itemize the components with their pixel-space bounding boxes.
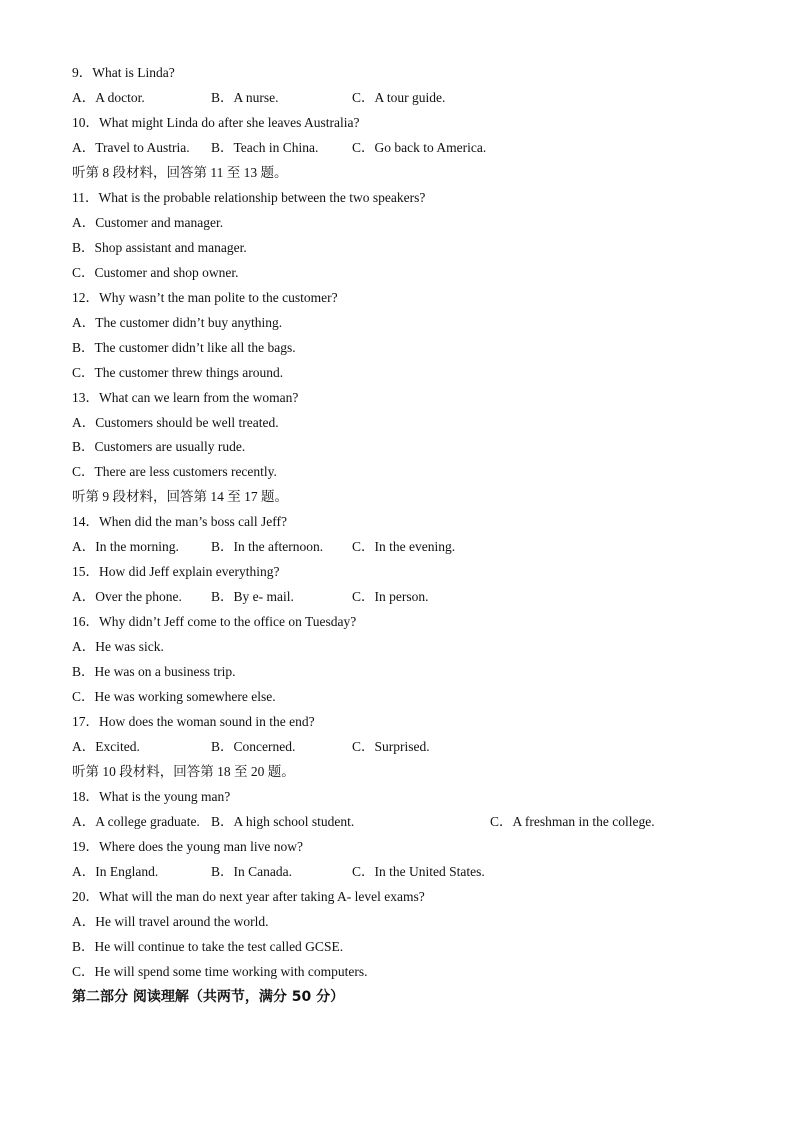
question-11-stem: 11．What is the probable relationship between the two speakers? — [72, 190, 426, 205]
option-b: B．A high school student. — [211, 814, 355, 829]
question-20-stem: 20．What will the man do next year after taking A- level exams? — [72, 889, 425, 904]
option-c: C．In person. — [352, 589, 429, 604]
question-12-option-c: C．The customer threw things around. — [72, 365, 284, 380]
question-18-stem: 18．What is the young man? — [72, 789, 231, 804]
section-8-instruction: 听第 8 段材料，回答第 11 至 13 题。 — [72, 165, 288, 180]
question-16-option-a: A．He was sick. — [72, 639, 164, 654]
question-16-option-c: C．He was working somewhere else. — [72, 689, 276, 704]
part-2-heading: 第二部分 阅读理解（共两节，满分 50 分） — [72, 989, 345, 1005]
option-c: C．Go back to America. — [352, 140, 487, 155]
question-20-option-b: B．He will continue to take the test called GCSE. — [72, 939, 344, 954]
question-20-option-a: A．He will travel around the world. — [72, 914, 269, 929]
question-16-option-b: B．He was on a business trip. — [72, 664, 236, 679]
question-13-stem: 13．What can we learn from the woman? — [72, 390, 299, 405]
option-b: B．In the afternoon. — [211, 539, 324, 554]
option-c: C．In the United States. — [352, 864, 485, 879]
option-c: C．A freshman in the college. — [490, 814, 655, 829]
option-b: B．By e- mail. — [211, 589, 294, 604]
question-11-option-a: A．Customer and manager. — [72, 215, 224, 230]
question-14-stem: 14．When did the man’s boss call Jeff? — [72, 514, 287, 529]
question-16-stem: 16．Why didn’t Jeff come to the office on Tuesday? — [72, 614, 357, 629]
question-19-stem: 19．Where does the young man live now? — [72, 839, 303, 854]
question-17-stem: 17．How does the woman sound in the end? — [72, 714, 315, 729]
question-10-stem: 10．What might Linda do after she leaves Australia? — [72, 115, 360, 130]
question-20-option-c: C．He will spend some time working with computers. — [72, 964, 368, 979]
question-13-option-b: B．Customers are usually rude. — [72, 439, 246, 454]
question-11-option-b: B．Shop assistant and manager. — [72, 240, 247, 255]
option-c: C．A tour guide. — [352, 90, 446, 105]
option-c: C．Surprised. — [352, 739, 430, 754]
question-15-stem: 15．How did Jeff explain everything? — [72, 564, 280, 579]
option-a: A．Excited. — [72, 739, 140, 754]
question-12-option-a: A．The customer didn’t buy anything. — [72, 315, 283, 330]
option-a: A．Travel to Austria. — [72, 140, 190, 155]
option-a: A．Over the phone. — [72, 589, 182, 604]
option-a: A．A doctor. — [72, 90, 145, 105]
question-12-stem: 12．Why wasn’t the man polite to the customer? — [72, 290, 338, 305]
option-b: B．Teach in China. — [211, 140, 319, 155]
section-9-instruction: 听第 9 段材料，回答第 14 至 17 题。 — [72, 489, 288, 504]
question-11-option-c: C．Customer and shop owner. — [72, 265, 239, 280]
option-a: A．In England. — [72, 864, 159, 879]
question-13-option-a: A．Customers should be well treated. — [72, 415, 279, 430]
option-a: A．In the morning. — [72, 539, 179, 554]
option-c: C．In the evening. — [352, 539, 456, 554]
question-12-option-b: B．The customer didn’t like all the bags. — [72, 340, 296, 355]
section-10-instruction: 听第 10 段材料，回答第 18 至 20 题。 — [72, 764, 295, 779]
question-9-stem: 9．What is Linda? — [72, 65, 175, 80]
option-b: B．A nurse. — [211, 90, 279, 105]
option-b: B．Concerned. — [211, 739, 296, 754]
option-a: A．A college graduate. — [72, 814, 200, 829]
question-13-option-c: C．There are less customers recently. — [72, 464, 277, 479]
option-b: B．In Canada. — [211, 864, 292, 879]
